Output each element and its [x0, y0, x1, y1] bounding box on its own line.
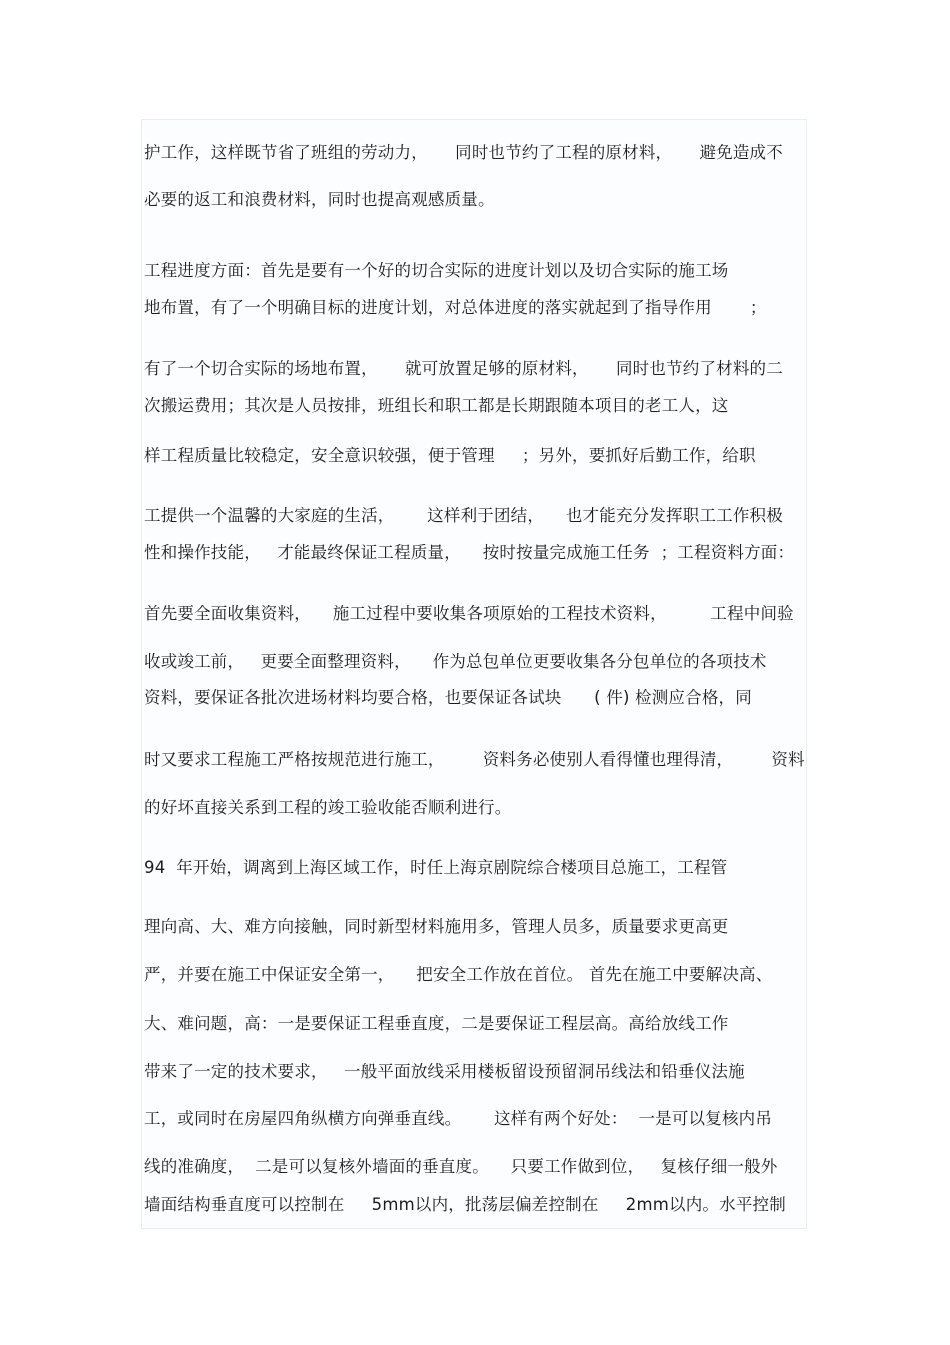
text-line: 工程进度方面：首先是要有一个好的切合实际的进度计划以及切合实际的施工场 [144, 261, 729, 280]
text-line: 理向高、大、难方向接触，同时新型材料施用多，管理人员多，质量要求更高更 [144, 917, 729, 936]
text-line: 工提供一个温馨的大家庭的生活， 这样利于团结， 也才能充分发挥职工工作积极 [144, 506, 783, 525]
text-line: 时又要求工程施工严格按规范进行施工， 资料务必使别人看得懂也理得清， 资料 [144, 750, 805, 769]
text-line: 性和操作技能， 才能最终保证工程质量， 按时按量完成施工任务 ；工程资料方面： [144, 543, 795, 562]
text-line: 有了一个切合实际的场地布置， 就可放置足够的原材料， 同时也节约了材料的二 [144, 359, 783, 378]
text-line: 工，或同时在房屋四角纵横方向弹垂直线。 这样有两个好处： 一是可以复核内吊 [144, 1109, 773, 1128]
text-line: 地布置，有了一个明确目标的进度计划，对总体进度的落实就起到了指导作用 ； [144, 298, 767, 317]
text-line: 资料，要保证各批次进场材料均要合格，也要保证各试块 ( 件) 检测应合格，同 [144, 688, 752, 707]
text-line: 的好坏直接关系到工程的竣工验收能否顺利进行。 [144, 798, 512, 817]
text-line: 次搬运费用；其次是人员按排，班组长和职工都是长期跟随本项目的老工人，这 [144, 396, 729, 415]
text-line: 大、难问题，高：一是要保证工程垂直度，二是要保证工程层高。高给放线工作 [144, 1014, 729, 1033]
text-line: 严，并要在施工中保证安全第一， 把安全工作放在首位。 首先在施工中要解决高、 [144, 965, 773, 984]
text-line: 94 年开始，调离到上海区域工作，时任上海京剧院综合楼项目总施工，工程管 [144, 858, 728, 877]
text-line: 带来了一定的技术要求， 一般平面放线采用楼板留设预留洞吊线法和铅垂仪法施 [144, 1062, 745, 1081]
text-line: 线的准确度， 二是可以复核外墙面的垂直度。 只要工作做到位， 复核仔细一般外 [144, 1157, 778, 1176]
text-line: 首先要全面收集资料， 施工过程中要收集各项原始的工程技术资料， 工程中间验 [144, 604, 794, 623]
text-line: 收或竣工前， 更要全面整理资料， 作为总包单位更要收集各分包单位的各项技术 [144, 652, 767, 671]
text-line: 样工程质量比较稳定，安全意识较强，便于管理 ；另外，要抓好后勤工作，给职 [144, 446, 756, 465]
text-line: 护工作，这样既节省了班组的劳动力， 同时也节约了工程的原材料， 避免造成不 [144, 143, 783, 162]
text-line: 墙面结构垂直度可以控制在 5mm以内，批荡层偏差控制在 2mm以内。水平控制 [144, 1195, 786, 1214]
text-line: 必要的返工和浪费材料，同时也提高观感质量。 [144, 190, 495, 209]
